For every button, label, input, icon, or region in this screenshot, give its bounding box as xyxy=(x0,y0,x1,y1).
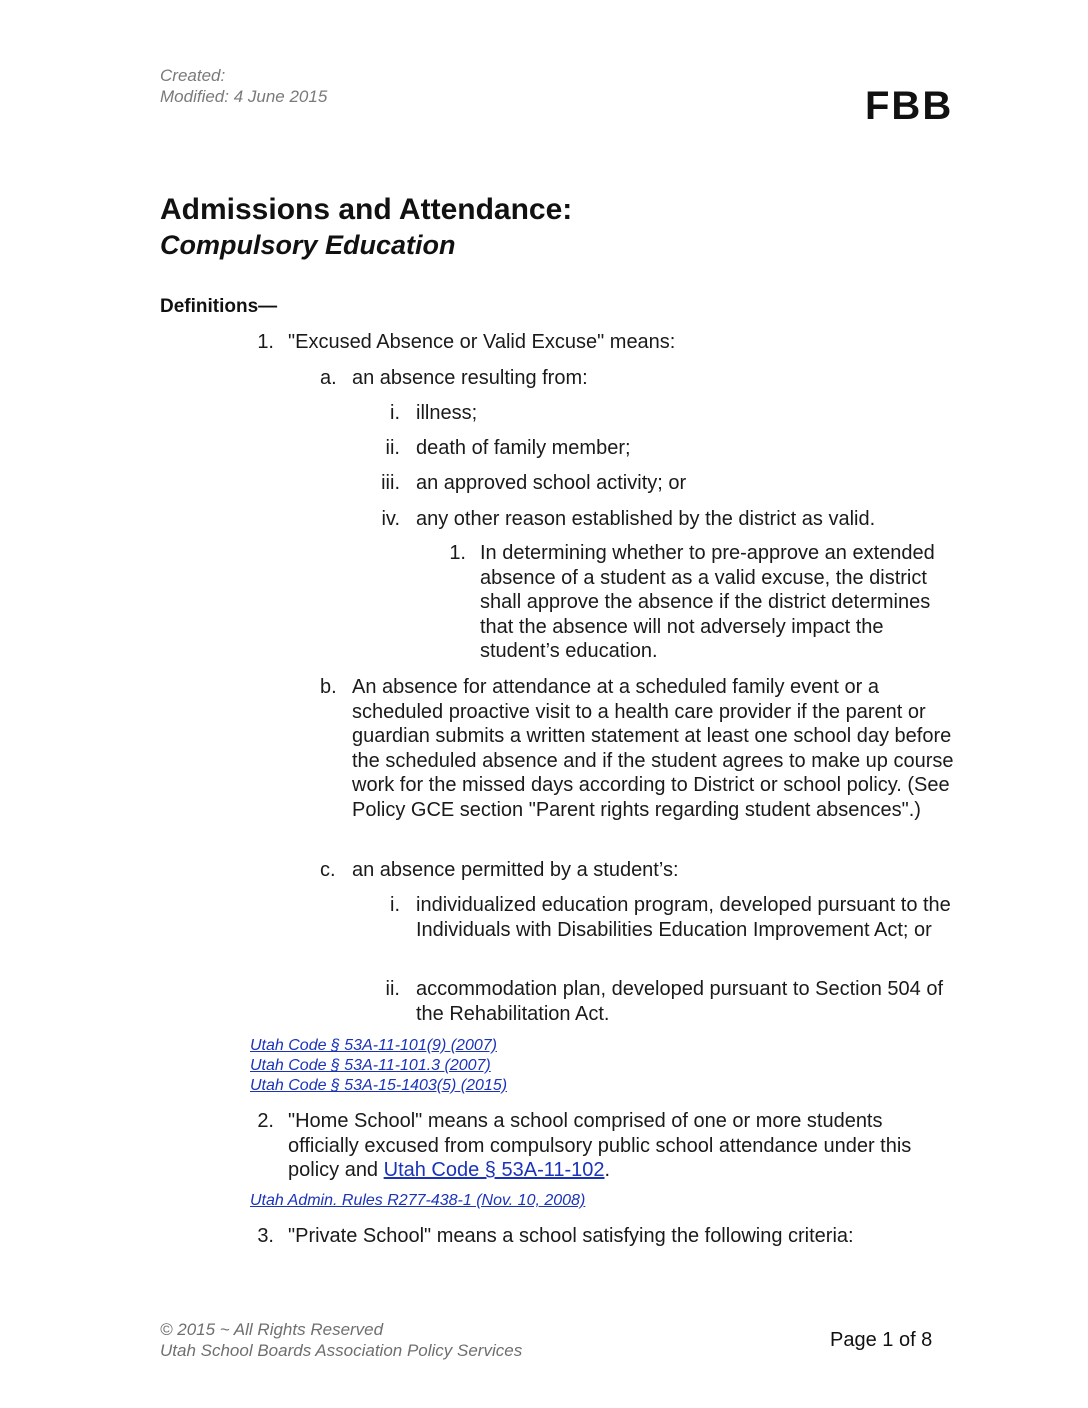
citation-link[interactable]: Utah Code § 53A-11-101(9) (2007) xyxy=(250,1037,497,1054)
list-item-text: illness; xyxy=(416,402,478,424)
list-item-text: any other reason established by the district as valid. xyxy=(416,508,876,530)
utah-code-link[interactable]: Utah Code § 53A-11-102 xyxy=(383,1159,605,1181)
citation-link[interactable]: Utah Code § 53A-11-101.3 (2007) xyxy=(250,1057,491,1074)
list-marker: a. xyxy=(320,367,337,389)
list-marker: 1. xyxy=(449,542,466,564)
list-item-text: In determining whether to pre-approve an extended absence of a student as a valid excuse, the district shall approve the absence if the district determines that the absence will not adversely impact the student’s education. xyxy=(480,542,935,662)
list-item-text: an absence resulting from: xyxy=(352,367,588,389)
definition-text-end: . xyxy=(604,1159,611,1181)
definition-text: "Private School" means a school satisfying the following criteria: xyxy=(288,1225,854,1247)
list-item-text: death of family member; xyxy=(416,437,631,459)
list-marker: ii. xyxy=(385,437,400,459)
citation-link[interactable]: Utah Code § 53A-15-1403(5) (2015) xyxy=(250,1077,508,1094)
created-label: Created: xyxy=(160,66,226,85)
footer-organization: Utah School Boards Association Policy Services xyxy=(160,1341,523,1360)
section-heading: Definitions— xyxy=(160,296,278,317)
list-marker: ii. xyxy=(385,978,400,1000)
list-item-text: an absence permitted by a student’s: xyxy=(352,859,679,881)
list-marker: iv. xyxy=(381,508,400,530)
list-marker: iii. xyxy=(381,472,400,494)
list-number: 2. xyxy=(257,1110,274,1132)
list-marker: b. xyxy=(320,676,337,698)
definition-text xyxy=(288,1109,958,1183)
list-number: 3. xyxy=(257,1225,274,1247)
list-marker: c. xyxy=(320,859,336,881)
list-item-text: An absence for attendance at a scheduled family event or a scheduled proactive visit to a health care provider if the parent or guardian submits a written statement at least one school day before the scheduled absence and if the student agrees to make up course work for the missed days according to District or school policy. (See Policy GCE section "Parent rights regarding student absences".) xyxy=(352,676,954,821)
page-subtitle: Compulsory Education xyxy=(160,230,456,260)
list-marker: i. xyxy=(390,402,400,424)
page-title: Admissions and Attendance: xyxy=(160,193,573,226)
modified-date: Modified: 4 June 2015 xyxy=(160,87,328,106)
list-number: 1. xyxy=(257,331,274,353)
definition-text-part: "Home School" means a school comprised of one or more students officially excused from compulsory public school attendance under this policy and xyxy=(288,1110,912,1181)
list-item-text: an approved school activity; or xyxy=(416,472,687,494)
citation-link[interactable]: Utah Admin. Rules R277-438-1 (Nov. 10, 2008) xyxy=(250,1192,586,1209)
list-item-text: individualized education program, developed pursuant to the Individuals with Disabilities Education Improvement Act; or xyxy=(416,894,951,941)
policy-code: FBB xyxy=(865,84,954,128)
definition-text: "Excused Absence or Valid Excuse" means: xyxy=(288,331,676,353)
list-item-text: accommodation plan, developed pursuant to Section 504 of the Rehabilitation Act. xyxy=(416,978,944,1025)
list-marker: i. xyxy=(390,894,400,916)
footer-copyright: © 2015 ~ All Rights Reserved xyxy=(160,1320,384,1339)
page-number: Page 1 of 8 xyxy=(830,1329,933,1351)
